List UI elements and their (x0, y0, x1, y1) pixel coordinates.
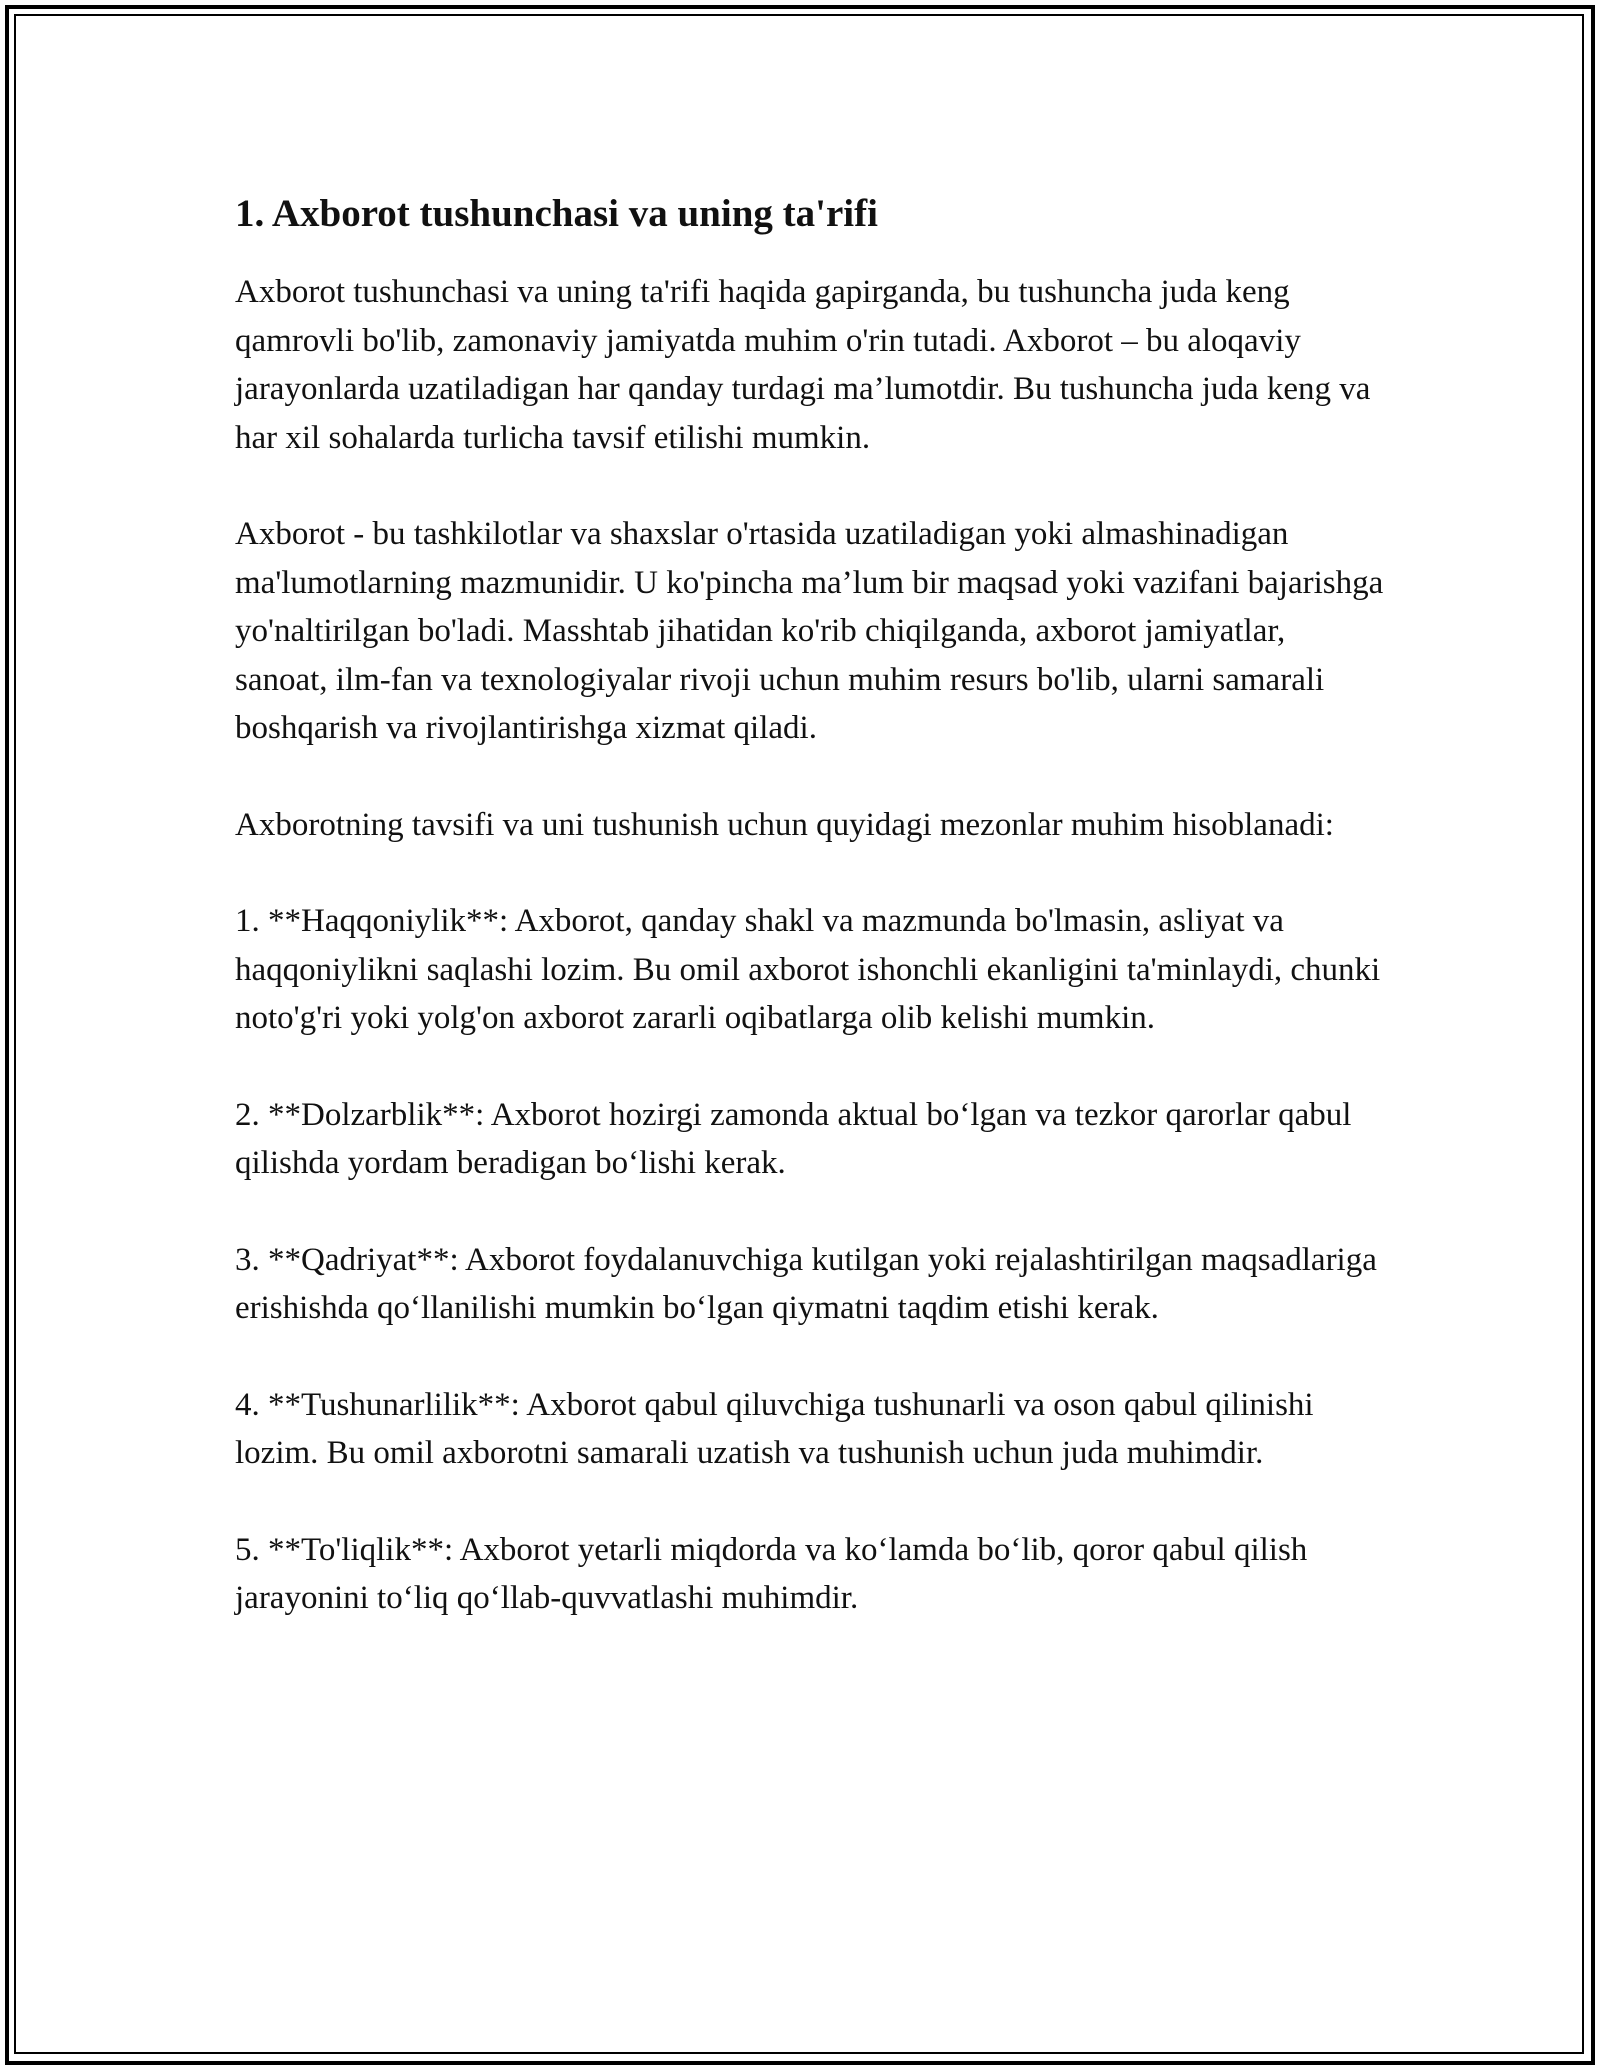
section-heading: 1. Axborot tushunchasi va uning ta'rifi (235, 192, 878, 235)
paragraph-criteria-intro: Axborotning tavsifi va uni tushunish uchun quyidagi mezonlar muhim hisoblanadi: (235, 806, 1334, 843)
list-item-tushunarlilik: 4. **Tushunarlilik**: Axborot qabul qiluvchiga tushunarli va oson qabul qilinishi lozim. Bu omil axborotni samarali uzatish va tushunish uchun juda muhimdir. (235, 1386, 1314, 1471)
list-item-haqqoniylik: 1. **Haqqoniylik**: Axborot, qanday shakl va mazmunda bo'lmasin, asliyat va haqqoniylikni saqlashi lozim. Bu omil axborot ishonchli ekanligini ta'minlaydi, chunki noto'g'ri yoki yolg'on axborot zararli oqibatlarga olib kelishi mumkin. (235, 903, 1381, 1036)
paragraph-definition: Axborot - bu tashkilotlar va shaxslar o'rtasida uzatiladigan yoki almashinadigan ma'lumotlarning mazmunidir. U ko'pincha ma’lum bir maqsad yoki vazifani bajarishga yo'naltirilgan bo'ladi. Masshtab jihatidan ko'rib chiqilganda, axborot jamiyatlar, sanoat, ilm-fan va texnologiyalar rivoji uchun muhim resurs bo'lib, ularni samarali boshqarish va rivojlantirishga xizmat qiladi. (235, 516, 1384, 746)
paragraph-intro: Axborot tushunchasi va uning ta'rifi haqida gapirganda, bu tushuncha juda keng qamrovli bo'lib, zamonaviy jamiyatda muhim o'rin tutadi. Axborot – bu aloqaviy jarayonlarda uzatiladigan har qanday turdagi ma’lumotdir. Bu tushuncha juda keng va har xil sohalarda turlicha tavsif etilishi mumkin. (235, 274, 1371, 456)
list-item-toliqlik: 5. **To'liqlik**: Axborot yetarli miqdorda va koʻlamda boʻlib, qoror qabul qilish jarayonini toʻliq qoʻllab-quvvatlashi muhimdir. (235, 1531, 1308, 1616)
list-item-qadriyat: 3. **Qadriyat**: Axborot foydalanuvchiga kutilgan yoki rejalashtirilgan maqsadlariga erishishda qoʻllanilishi mumkin boʻlgan qiymatni taqdim etishi kerak. (235, 1241, 1377, 1326)
document-body (235, 186, 1385, 1671)
list-item-dolzarblik: 2. **Dolzarblik**: Axborot hozirgi zamonda aktual boʻlgan va tezkor qarorlar qabul qilishda yordam beradigan boʻlishi kerak. (235, 1096, 1352, 1181)
